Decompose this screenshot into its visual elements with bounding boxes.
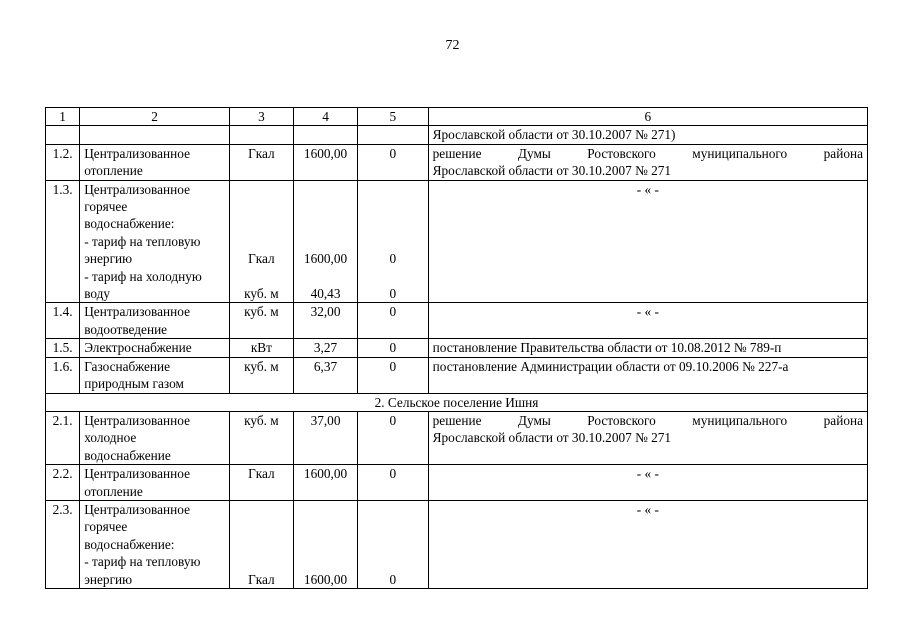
table-row xyxy=(46,339,868,357)
cell-num: 2.3. xyxy=(46,500,80,588)
cell-tariff: 32,00 xyxy=(293,303,357,339)
table-row xyxy=(46,303,868,339)
service-line: - тариф на тепловую xyxy=(84,554,201,570)
cell-unit xyxy=(229,500,293,588)
basis-line: Ярославской области от 30.10.2007 № 271 xyxy=(432,430,672,446)
service-line: Централизованное xyxy=(84,501,190,517)
rate-value: 0 xyxy=(389,285,397,301)
cell-rate: 0 xyxy=(358,303,429,339)
cell-basis: - « - xyxy=(428,303,867,339)
tariff-value: 1600,00 xyxy=(303,571,348,587)
cell-basis: - « - xyxy=(428,500,867,588)
cell-service xyxy=(80,144,230,180)
table-header-row xyxy=(46,108,868,126)
column-header: 1 xyxy=(46,108,80,126)
cell-basis: постановление Администрации области от 09.10.2006 № 227-а xyxy=(428,357,867,393)
service-line: воду xyxy=(84,286,111,302)
cell-rate xyxy=(358,500,429,588)
unit-value: куб. м xyxy=(244,285,279,301)
service-line: Электроснабжение xyxy=(84,340,192,356)
service-line: Централизованное xyxy=(84,466,190,482)
rate-value: 0 xyxy=(389,571,397,587)
table-row xyxy=(46,144,868,180)
service-line: природным газом xyxy=(84,376,184,392)
cell-rate: 0 xyxy=(358,144,429,180)
section-row xyxy=(46,393,868,411)
cell-service xyxy=(80,411,230,464)
table-row xyxy=(46,500,868,588)
column-header: 4 xyxy=(293,108,357,126)
section-title: 2. Сельское поселение Ишня xyxy=(46,393,868,411)
tariff-value: 40,43 xyxy=(310,285,341,301)
service-line: - тариф на холодную xyxy=(84,268,202,284)
cell-num: 1.5. xyxy=(46,339,80,357)
tariff-value: 1600,00 xyxy=(303,251,348,267)
cell-unit: куб. м xyxy=(229,303,293,339)
cell-tariff: 6,37 xyxy=(293,357,357,393)
table-row xyxy=(46,411,868,464)
cell-empty xyxy=(293,126,357,144)
service-line: водоснабжение: xyxy=(84,536,175,552)
cell-rate: 0 xyxy=(358,411,429,464)
column-header: 2 xyxy=(80,108,230,126)
service-line: Централизованное xyxy=(84,304,190,320)
basis-line: решение Думы Ростовского муниципального района xyxy=(432,145,863,161)
rate-value: 0 xyxy=(389,251,397,267)
table-row xyxy=(46,126,868,144)
table-row xyxy=(46,465,868,501)
unit-value: Гкал xyxy=(248,251,275,267)
cell-rate: 0 xyxy=(358,465,429,501)
cell-tariff: 37,00 xyxy=(293,411,357,464)
table-row xyxy=(46,180,868,303)
column-header: 3 xyxy=(229,108,293,126)
service-line: энергию xyxy=(84,571,133,587)
tariff-table xyxy=(45,107,868,589)
cell-unit xyxy=(229,180,293,303)
cell-tariff xyxy=(293,500,357,588)
cell-num: 1.2. xyxy=(46,144,80,180)
cell-unit: куб. м xyxy=(229,411,293,464)
cell-tariff: 1600,00 xyxy=(293,465,357,501)
cell-basis: Ярославской области от 30.10.2007 № 271) xyxy=(428,126,867,144)
cell-basis xyxy=(428,411,867,464)
service-line: Централизованное xyxy=(84,145,190,161)
cell-tariff: 3,27 xyxy=(293,339,357,357)
basis-line: решение Думы Ростовского муниципального района xyxy=(432,412,863,428)
cell-basis: постановление Правительства области от 10.08.2012 № 789-п xyxy=(428,339,867,357)
unit-value: Гкал xyxy=(248,571,275,587)
cell-unit: кВт xyxy=(229,339,293,357)
cell-rate xyxy=(358,180,429,303)
cell-num: 1.4. xyxy=(46,303,80,339)
cell-empty xyxy=(80,126,230,144)
cell-num: 2.1. xyxy=(46,411,80,464)
cell-empty xyxy=(46,126,80,144)
cell-num: 1.6. xyxy=(46,357,80,393)
cell-service xyxy=(80,500,230,588)
cell-tariff xyxy=(293,180,357,303)
service-line: водоснабжение xyxy=(84,447,171,463)
column-header: 6 xyxy=(428,108,867,126)
service-line: водоснабжение: xyxy=(84,216,175,232)
cell-unit: Гкал xyxy=(229,144,293,180)
service-line: холодное xyxy=(84,430,137,446)
service-line: энергию xyxy=(84,251,133,267)
cell-basis: - « - xyxy=(428,465,867,501)
service-line: - тариф на тепловую xyxy=(84,233,201,249)
cell-service xyxy=(80,303,230,339)
cell-unit: куб. м xyxy=(229,357,293,393)
service-line: горячее xyxy=(84,199,128,215)
cell-rate: 0 xyxy=(358,357,429,393)
service-line: отопление xyxy=(84,163,143,179)
cell-service xyxy=(80,357,230,393)
cell-empty xyxy=(229,126,293,144)
basis-line: Ярославской области от 30.10.2007 № 271 xyxy=(432,163,672,179)
service-line: Газоснабжение xyxy=(84,358,171,374)
cell-basis xyxy=(428,144,867,180)
cell-service xyxy=(80,180,230,303)
cell-service xyxy=(80,465,230,501)
cell-num: 1.3. xyxy=(46,180,80,303)
service-line: Централизованное xyxy=(84,181,190,197)
service-line: горячее xyxy=(84,519,128,535)
cell-rate: 0 xyxy=(358,339,429,357)
cell-tariff: 1600,00 xyxy=(293,144,357,180)
cell-service xyxy=(80,339,230,357)
service-line: Централизованное xyxy=(84,412,190,428)
cell-num: 2.2. xyxy=(46,465,80,501)
column-header: 5 xyxy=(358,108,429,126)
service-line: водоотведение xyxy=(84,321,168,337)
cell-empty xyxy=(358,126,429,144)
cell-basis: - « - xyxy=(428,180,867,303)
service-line: отопление xyxy=(84,483,143,499)
cell-unit: Гкал xyxy=(229,465,293,501)
table-row xyxy=(46,357,868,393)
page-number: 72 xyxy=(445,38,460,53)
